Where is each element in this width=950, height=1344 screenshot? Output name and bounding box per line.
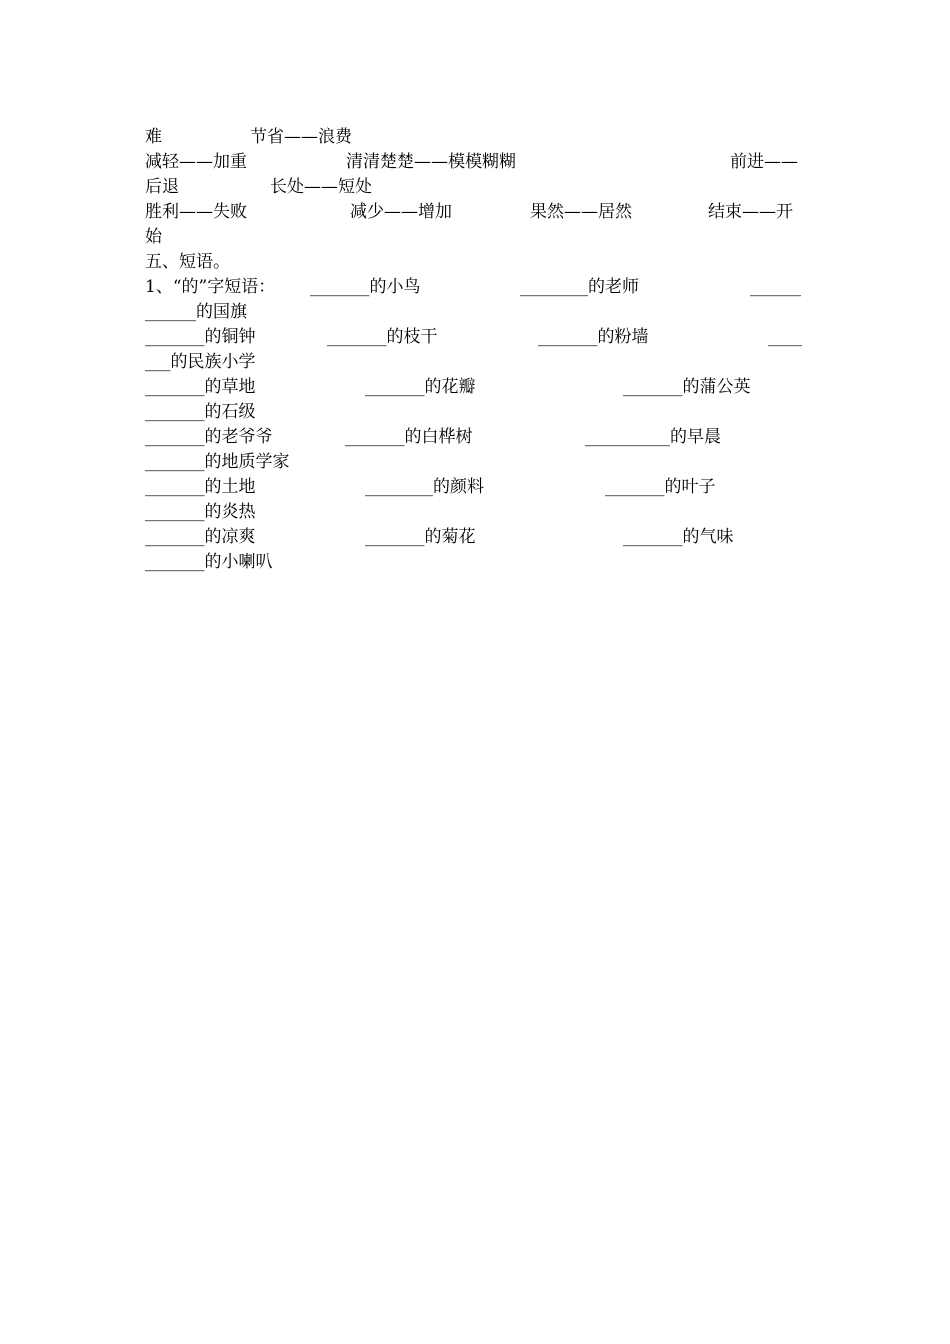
phrase-item: _______的花瓣 xyxy=(365,377,476,397)
phrase-line-1 xyxy=(145,275,810,300)
antonym-pair: 果然——居然 xyxy=(530,202,632,222)
phrase-line-12 xyxy=(145,550,810,575)
phrase-line-11 xyxy=(145,525,810,550)
phrase-line-2 xyxy=(145,300,810,325)
phrase-item: _______的白桦树 xyxy=(345,427,473,447)
phrase-item: _______的粉墙 xyxy=(538,327,649,347)
phrase-item: _______的枝干 xyxy=(327,327,438,347)
phrase-line-9 xyxy=(145,475,810,500)
antonym-line-2 xyxy=(145,150,810,175)
antonym-line-1 xyxy=(145,125,810,150)
antonym-pair: 胜利——失败 xyxy=(145,202,247,222)
antonym-pair: 减轻——加重 xyxy=(145,152,247,172)
phrase-item: ________的颜料 xyxy=(365,477,484,497)
phrase-item: _______的小喇叭 xyxy=(145,552,273,572)
phrase-item: _______的菊花 xyxy=(365,527,476,547)
phrase-line-7 xyxy=(145,425,810,450)
phrase-item: ______的国旗 xyxy=(145,302,247,322)
phrase-item: _______的凉爽 xyxy=(145,527,256,547)
phrase-item: _______的老爷爷 xyxy=(145,427,273,447)
phrase-item: _______的炎热 xyxy=(145,502,256,522)
phrase-item: ___的民族小学 xyxy=(145,352,256,372)
antonym-pair: 前进—— xyxy=(730,152,798,172)
antonym-line-4 xyxy=(145,200,810,225)
section-heading xyxy=(145,250,810,275)
phrase-item: _______的土地 xyxy=(145,477,256,497)
section-intro: 1、“的”字短语： xyxy=(145,277,276,297)
phrase-item: _______的石级 xyxy=(145,402,256,422)
antonym-text: 难 xyxy=(145,127,162,147)
phrase-line-10 xyxy=(145,500,810,525)
phrase-line-8 xyxy=(145,450,810,475)
antonym-pair: 结束——开 xyxy=(708,202,793,222)
section-heading-text: 五、短语。 xyxy=(145,252,230,272)
phrase-item: _______的叶子 xyxy=(605,477,716,497)
phrase-line-5 xyxy=(145,375,810,400)
phrase-item: _______的气味 xyxy=(623,527,734,547)
antonym-text: 始 xyxy=(145,227,162,247)
antonym-pair: 清清楚楚——模模糊糊 xyxy=(346,152,516,172)
phrase-line-4 xyxy=(145,350,810,375)
phrase-item: ______ xyxy=(750,277,801,297)
antonym-line-5 xyxy=(145,225,810,250)
phrase-line-3 xyxy=(145,325,810,350)
antonym-text: 后退 xyxy=(145,177,179,197)
phrase-item: __________的早晨 xyxy=(585,427,721,447)
antonym-line-3 xyxy=(145,175,810,200)
phrase-item: _______的铜钟 xyxy=(145,327,256,347)
phrase-item: _______的草地 xyxy=(145,377,256,397)
antonym-pair: 节省——浪费 xyxy=(250,127,352,147)
phrase-item: _______的蒲公英 xyxy=(623,377,751,397)
phrase-item: _______的小鸟 xyxy=(310,277,421,297)
phrase-item: ________的老师 xyxy=(520,277,639,297)
phrase-item: ____ xyxy=(768,327,802,347)
antonym-pair: 长处——短处 xyxy=(270,177,372,197)
phrase-line-6 xyxy=(145,400,810,425)
phrase-item: _______的地质学家 xyxy=(145,452,290,472)
antonym-pair: 减少——增加 xyxy=(350,202,452,222)
